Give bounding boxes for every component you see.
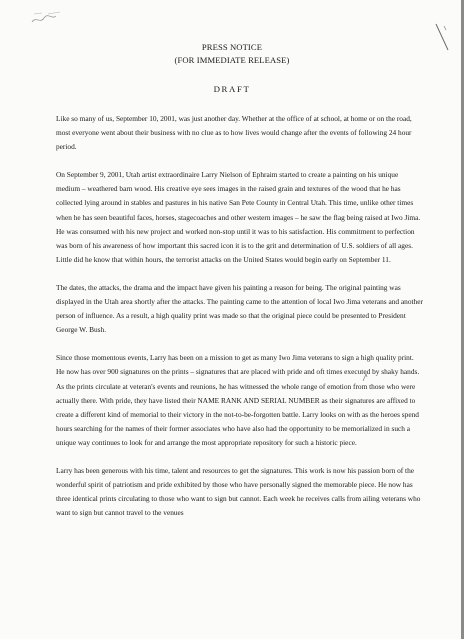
immediate-release-heading: (FOR IMMEDIATE RELEASE) [174, 55, 290, 65]
paragraph-3: The dates, the attacks, the drama and the impact have given his painting a reason for being. The original painting was displayed in the Utah area shortly after the attacks. The painting came to the attention of local Iwo Jima veterans and another person of influence. As a result, a high quality print was made so that the original piece could be presented to President George W. Bush. [56, 282, 423, 335]
draft-heading: DRAFT [213, 84, 251, 94]
document-body [56, 112, 424, 534]
press-notice-heading: PRESS NOTICE [201, 42, 263, 52]
paragraph-4: Since those momentous events, Larry has been on a mission to get as many Iwo Jima veterans to sign a high quality print. He now has over 900 signatures on the prints – signatures that are placed with pride and oft times executed by shaky hands. As the prints circulate at veteran's events and reunions, he has witnessed the whole range of emotion from those who were actually there. With pride, they have listed their NAME RANK AND SERIAL NUMBER as their signatures are affixed to create a different kind of memorial to their victory in the not-to-be-forgotten battle. Larry looks on with as the heroes spend hours searching for the names of their former associates who have also had the opportunity to be memorialized in such a unique way continues to look for and arrange the most appropriate repository for such a historic piece. [56, 353, 420, 447]
handwritten-scribble-mark [30, 10, 64, 26]
paragraph-1: Like so many of us, September 10, 2001, was just another day. Whether at the office of at school, at home or on the road, most everyone went about their business with no clue as to how lives would change after the events of following 24 hour period. [56, 114, 412, 152]
paragraph-5: Larry has been generous with his time, talent and resources to get the signatures. This work is now his passion born of the wonderful spirit of patriotism and pride exhibited by those who have personally signed the memorable piece. He now has three identical prints circulating to those who want to sign but cannot. Each week he receives calls from ailing veterans who want to sign but cannot travel to the venues [56, 465, 421, 518]
paragraph-2: On September 9, 2001, Utah artist extraordinaire Larry Nielson of Ephraim started to create a painting on his unique medium – weathered barn wood. His creative eye sees images in the raised grain and textures of the wood that he has collected lying around in stables and pastures in his native San Pete County in Central Utah. This time, unlike other times when he has seen beautiful faces, horses, stagecoaches and other western images – he saw the flag being raised at Iwo Jima. He was consumed with his new project and worked non-stop until it was to his satisfaction. His commitment to perfection was born of his awareness of how important this sacred icon it is to the grit and determination of U.S. soldiers of all ages. Little did he know that within hours, the terrorist attacks on the United States would begin early on September 11. [56, 170, 421, 264]
